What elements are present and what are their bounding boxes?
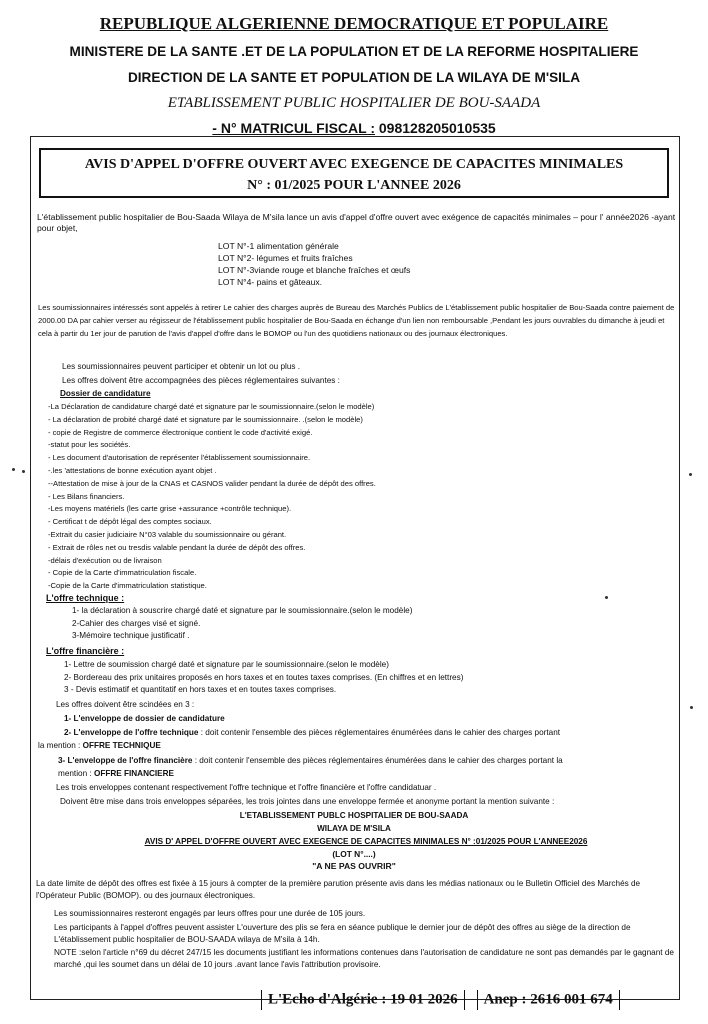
dossier-item: - copie de Registre de commerce électronique contient le code d'activité exigé.: [48, 427, 313, 437]
dossier-item: -Les moyens matériels (les carte grise +assurance +contrôle technique).: [48, 504, 292, 514]
direction-heading: DIRECTION DE LA SANTE ET POPULATION DE LA WILAYA DE M'SILA: [127, 70, 581, 85]
scan-speck: [22, 470, 25, 473]
retrieval-paragraph: Les soumissionnaires intéressés sont appelés à retirer Le cahier des charges auprès de Bureau des Marchés Publics de L'établissement public hospitalier de Bou-Saada contre paiement de 2000.00 DA par cahier verser au régisseur de l'établissement public hospitalier de Bou-Saada en échange d'un lien non remboursable ,Pendant les jours ouvrables du dimanche à jeudi et cela à partir du 1er jour de parution de l'avis d'appel d'offre dans le BOMOP ou l'un des quotidiens nationaux ou des journaux électroniques.: [38, 303, 675, 338]
dossier-item: - Les Bilans financiers.: [48, 491, 125, 501]
dossier-item: -.les 'attestations de bonne exécution ayant objet .: [48, 465, 217, 475]
footer-divider: [477, 990, 478, 1010]
financial-item: 1- Lettre de soumission chargé daté et signature par le soumissionnaire.(selon le modèle): [64, 660, 389, 669]
notice-title-box: [39, 148, 669, 198]
dossier-item: - La déclaration de probité chargé daté et signature par le soumissionnaire. .(selon le modèle): [48, 414, 363, 424]
establishment-heading: ETABLISSEMENT PUBLIC HOSPITALIER DE BOU-SAADA: [167, 95, 541, 111]
mention-line-3: AVIS D' APPEL D'OFFRE OUVERT AVEC EXEGENCE DE CAPACITES MINIMALES N° :01/2025 POUR L'ANNEE2026: [144, 837, 588, 846]
notice-title-line1: AVIS D'APPEL D'OFFRE OUVERT AVEC EXEGENCE DE CAPACITES MINIMALES: [84, 157, 624, 172]
envelope-3-text: : doit contenir l'ensemble des pièces réglementaires énumérées dans le cahier des charges portant la: [192, 756, 563, 765]
lot-item: LOT N°-3viande rouge et blanche fraîches et œufs: [218, 265, 411, 275]
ministry-heading: MINISTERE DE LA SANTE .ET DE LA POPULATION ET DE LA REFORME HOSPITALIERE: [69, 44, 639, 59]
publication-footer: [255, 990, 626, 1010]
technical-item: 2-Cahier des charges visé et signé.: [72, 618, 201, 628]
anep-number: Anep : 2616 001 674: [483, 991, 613, 1008]
mention-line-2: WILAYA DE M'SILA: [317, 824, 391, 833]
dossier-item: -statut pour les sociétés.: [48, 440, 131, 450]
fiscal-label: - N° MATRICUL FISCAL :: [212, 120, 375, 136]
envelopes-intro: Les offres doivent être scindées en 3 :: [56, 700, 195, 709]
deadline-paragraph: La date limite de dépôt des offres est fixée à 15 jours à compter de la première parution présente avis dans les médias nationaux ou le Bulletin Officiel des Marchés de l'Opérateur Public (BOMOP). ou des journaux électroniques.: [36, 879, 641, 900]
republic-heading: REPUBLIQUE ALGERIENNE DEMOCRATIQUE ET POPULAIRE: [99, 14, 609, 33]
outer-envelope-text: Doivent être mise dans trois enveloppes séparées, les trois jointes dans une enveloppe fermée et anonyme portant la mention suivante :: [60, 797, 555, 806]
note-paragraph: NOTE :selon l'article n°69 du décret 247/15 les documents justifiant les informations contenues dans l'autorisation de candidature ne sont pas demandés par le gagnant de marché ,qui les soumet dans un délai de 10 jours .avant lance l'avis l'attribution provisoire.: [54, 948, 674, 969]
footer-divider: [261, 990, 262, 1010]
scan-speck: [690, 706, 693, 709]
mention-label: la mention :: [38, 741, 83, 750]
financial-offer-heading: L'offre financière :: [46, 646, 125, 656]
financial-offer-list: [64, 659, 463, 697]
notice-title-line2: N° : 01/2025 POUR L'ANNEE 2026: [247, 178, 461, 193]
dossier-item: -Copie de la Carte d'immatriculation statistique.: [48, 581, 207, 591]
mention-line-1: L'ETABLISSEMENT PUBLC HOSPITALIER DE BOU-SAADA: [239, 811, 469, 820]
dossier-item: -Extrait du casier judiciaire N°03 valable du soumissionnaire ou gérant.: [48, 529, 287, 539]
technical-item: 3-Mémoire technique justificatif .: [72, 631, 190, 640]
dossier-item: --Attestation de mise à jour de la CNAS et CASNOS valider pendant la durée de dépôt des offres.: [48, 478, 376, 488]
scan-speck: [689, 473, 692, 476]
lot-item: LOT N°-1 alimentation générale: [218, 241, 339, 251]
technical-item: 1- la déclaration à souscrire chargé daté et signature par le soumissionnaire.(selon le modèle): [72, 606, 413, 615]
dossier-item: - Extrait de rôles net ou tresdis valable pendant la durée de dépôt des offres.: [48, 542, 306, 552]
financial-item: 3 - Devis estimatif et quantitatif en hors taxes et en toutes taxes comprises.: [64, 685, 337, 694]
dossier-item: - Certificat t de dépôt légal des comptes sociaux.: [48, 517, 212, 527]
dossier-list: [48, 401, 376, 593]
validity-text: Les soumissionnaires resteront engagés par leurs offres pour une durée de 105 jours.: [54, 909, 366, 918]
dossier-item: - Copie de la Carte d'immatriculation fiscale.: [48, 568, 197, 578]
technical-offer-list: [72, 605, 412, 643]
newspaper-date: L'Echo d'Algérie : 19 01 2026: [268, 991, 458, 1008]
lots-list: [218, 240, 410, 288]
envelope-2-label: 2- L'enveloppe de l'offre technique: [64, 728, 199, 737]
mention-line-5: "A NE PAS OUVRIR": [312, 861, 396, 871]
technical-offer-heading: L'offre technique :: [46, 593, 125, 603]
mention-line-4: (LOT N°....): [332, 849, 376, 859]
opening-paragraph: Les participants à l'appel d'offres peuvent assister L'ouverture des plis se fera en séance publique le dernier jour de dépôt des offres au siège de la direction de L'établissement public hospitalier de BOU-SAADA wilaya de M'sila à 14h.: [54, 923, 631, 944]
envelope-2: [64, 728, 560, 738]
fiscal-number: [0, 120, 708, 136]
fiscal-value: 098128205010535: [378, 120, 496, 136]
footer-divider: [619, 990, 620, 1010]
envelope-3-mention: [58, 769, 174, 779]
scan-speck: [605, 596, 608, 599]
intro-paragraph: L'établissement public hospitalier de Bou-Saada Wilaya de M'sila lance un avis d'appel d'offre ouvert avec exégence de capacités minimales – pour l' année2026 -ayant pour objet,: [37, 212, 676, 233]
accompany-text: Les offres doivent être accompagnées des pièces réglementaires suivantes :: [62, 376, 340, 385]
three-envelopes-text: Les trois enveloppes contenant respectivement l'offre technique et l'offre financière et l'offre candidatuar .: [56, 783, 437, 792]
footer-divider: [464, 990, 465, 1010]
envelope-3: [58, 756, 563, 766]
envelope-1: 1- L'enveloppe de dossier de candidature: [64, 714, 225, 723]
envelope-2-mention: [38, 741, 161, 751]
lot-item: LOT N°2- légumes et fruits fraîches: [218, 253, 353, 263]
mention-label: mention :: [58, 769, 94, 778]
participation-text: Les soumissionnaires peuvent participer et obtenir un lot ou plus .: [62, 362, 301, 371]
dossier-item: -La Déclaration de candidature chargé daté et signature par le soumissionnaire.(selon le modèle): [48, 402, 375, 411]
mention-value: OFFRE FINANCIERE: [93, 769, 175, 778]
financial-item: 2- Bordereau des prix unitaires proposés en hors taxes et en toutes taxes comprises. (En chiffres et en lettres): [64, 672, 464, 682]
envelope-3-label: 3- L'enveloppe de l'offre financière: [58, 756, 193, 765]
dossier-item: - Les document d'autorisation de représenter l'établissement soumissionnaire.: [48, 453, 311, 463]
dossier-item: -délais d'exécution ou de livraison: [48, 555, 162, 565]
lot-item: LOT N°4- pains et gâteaux.: [218, 277, 323, 287]
scan-speck: [12, 468, 15, 471]
envelope-2-text: : doit contenir l'ensemble des pièces réglementaires énumérées dans le cahier des charges portant: [198, 728, 561, 737]
mention-value: OFFRE TECHNIQUE: [82, 741, 161, 750]
dossier-heading: Dossier de candidature: [60, 389, 151, 398]
